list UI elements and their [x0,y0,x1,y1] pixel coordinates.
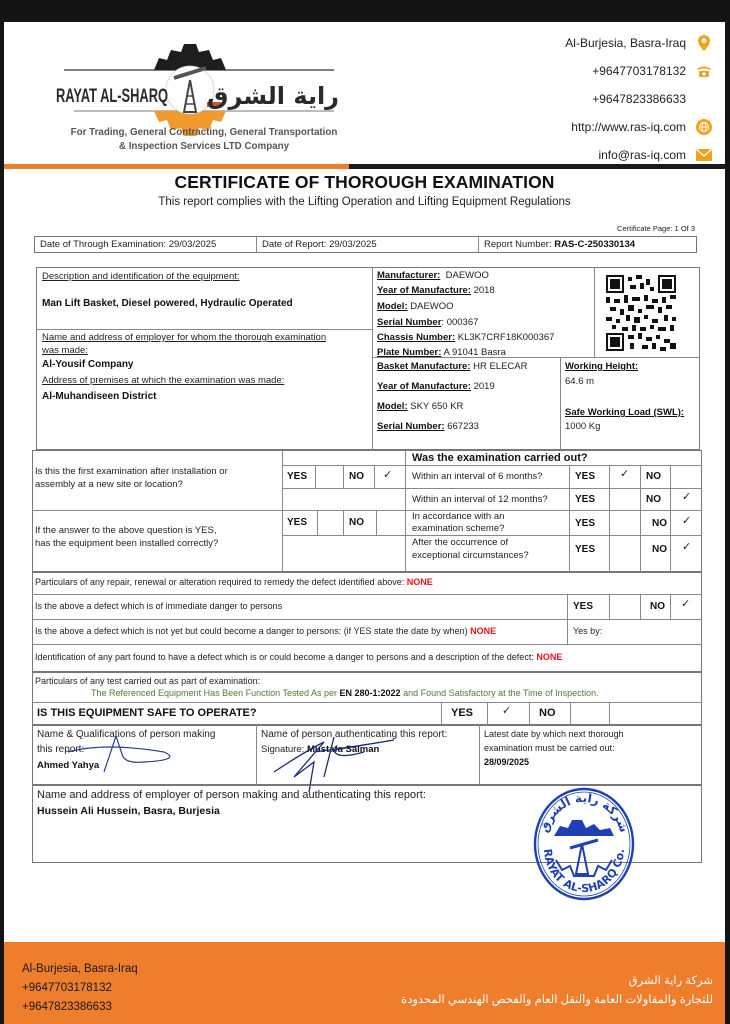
divider [317,510,318,535]
serial-field: Serial Number: 000367 [377,317,479,328]
next-exam-label-1: Latest date by which next thorough [484,729,624,739]
divider [640,465,641,572]
footer-contacts [22,960,138,1017]
future-danger-value: NONE [470,626,497,636]
q1-line-2: assembly at a new site or location? [35,479,183,490]
model-field [377,300,454,313]
interval-6-label: Within an interval of 6 months? [412,471,543,482]
header-divider-dark [349,164,725,169]
maker-label-1: Name & Qualifications of person making [37,729,216,740]
maker-label-2: this report: [37,744,85,755]
divider [594,267,595,357]
tagline-line-2: & Inspection Services LTD Company [118,141,290,152]
globe-icon [695,119,713,135]
q2-line-1: If the answer to the above question is YES, [35,525,217,536]
company-stamp [532,786,636,902]
date-exam-value: 29/03/2025 [168,239,217,250]
working-height-value: 64.6 m [565,376,595,387]
window-top-bar [0,0,730,22]
divider [487,702,488,725]
basket-model-label: Model: [377,401,408,412]
q1-line-1: Is this the first examination after installation or [35,466,228,477]
signature-label: Signature: [261,744,305,755]
contact-address [383,29,713,57]
footer-company-desc-ar: للتجارة والمقاولات العامة والنقل العام والفحص الهندسي المحدودة [401,994,713,1006]
divider [282,488,405,489]
safe-no-label: NO [539,707,556,719]
year-field [377,284,495,297]
serial-label: Serial Number [377,317,442,328]
divider [282,535,405,536]
report-number-field [484,238,635,251]
divider [282,450,283,572]
next-exam-label-2: examination must be carried out: [484,743,615,753]
divider [560,357,561,450]
test-result [91,687,599,700]
divider [609,465,610,572]
safe-yes-label: YES [451,707,474,719]
basket-year-label: Year of Manufacture: [377,381,471,392]
basket-manufacture-label: Basket Manufacture: [377,361,471,372]
divider [405,465,702,466]
q1-yes-label: YES [287,471,308,482]
stamp-text-en: RAYAT AL-SHARQ Co. [540,848,628,896]
footer [4,942,725,1024]
interval-6-yes-checkbox[interactable]: ✓ [620,468,630,480]
divider [405,488,702,489]
basket-serial-field [377,420,479,433]
date-report-value: 29/03/2025 [329,239,377,250]
year-value: 2018 [473,285,495,296]
interval-12-no-checkbox[interactable]: ✓ [682,491,692,503]
exceptional-line-2: exceptional circumstances? [412,550,529,561]
next-exam-date: 28/09/2025 [484,757,530,767]
logo-text-en: RAYAT AL-SHARQ [56,86,168,107]
divider [479,725,480,785]
identification-value: NONE [536,652,563,662]
contact-website-text[interactable]: http://www.ras-iq.com [571,120,686,134]
contact-phone-2[interactable] [383,85,713,113]
carried-out-title: Was the examination carried out? [412,452,588,464]
basket-manufacture-field [377,360,527,373]
footer-phone-2[interactable]: +9647823386633 [22,1001,112,1013]
contact-phone-2-text[interactable]: +9647823386633 [592,92,686,106]
test-standard: EN 280-1:2022 [339,688,401,698]
company-tagline [44,126,364,154]
certificate-page [4,22,725,1024]
repair-label: Particulars of any repair, renewal or alteration required to remedy the defect identified above: [35,577,405,587]
premises-label: Address of premises at which the examination was made: [42,375,285,386]
employer-label-1: Name and address of employer for whom the thorough examination [42,332,327,343]
chassis-label: Chassis Number: [377,332,456,343]
contact-address-text: Al-Burjesia, Basra-Iraq [565,36,686,50]
description-label: Description and identification of the equipment: [42,271,240,282]
scheme-yes: YES [575,518,596,529]
manufacturer-value: DAEWOO [445,270,489,281]
divider [343,510,344,535]
divider [32,619,702,620]
manufacturer-label: Manufacturer: [377,270,441,281]
divider [567,594,568,644]
footer-company-arabic [401,972,713,1010]
divider [32,644,702,645]
location-pin-icon [695,35,713,51]
report-number-value: RAS-C-250330134 [554,239,636,250]
q1-no-checkbox[interactable]: ✓ [383,469,393,481]
window-right-edge [725,0,730,1024]
exceptional-no-checkbox[interactable]: ✓ [682,541,692,553]
divider [36,329,372,330]
premises-value: Al-Muhandiseen District [42,391,157,402]
swl-label: Safe Working Load (SWL): [565,407,685,418]
exceptional-no: NO [652,544,667,555]
interval-12-yes: YES [575,494,596,505]
identification-field [35,651,562,664]
telephone-icon [695,63,713,79]
blank-icon-slot [695,91,713,107]
scheme-no: NO [652,518,667,529]
safe-yes-checkbox[interactable]: ✓ [502,705,512,717]
repair-value: NONE [406,577,433,587]
document-title: CERTIFICATE OF THOROUGH EXAMINATION [174,172,555,192]
interval-12-no: NO [646,494,661,505]
contact-phone-1[interactable] [383,57,713,85]
document-subtitle: This report complies with the Lifting Operation and Lifting Equipment Regulations [158,196,571,208]
q1-no-label: NO [349,471,364,482]
q2-line-2: has the equipment been installed correctly? [35,538,219,549]
test-result-post: and Found Satisfactory at the Time of Inspection. [403,688,599,698]
date-report-label: Date of Report: [262,239,327,250]
basket-serial-value: 667233 [447,421,479,432]
divider [441,702,442,725]
basket-model-value: SKY 650 KR [410,401,464,412]
divider [372,267,373,450]
interval-12-label: Within an interval of 12 months? [412,494,548,505]
divider [405,450,406,572]
yes-by-label: Yes by: [573,626,603,636]
divider [32,702,702,703]
basket-manufacture-value: HR ELECAR [473,361,528,372]
qr-code [606,275,676,351]
divider [670,594,671,619]
report-employer-label: Name and address of employer of person making and authenticating this report: [37,789,426,801]
date-report-field [262,238,377,251]
divider [343,465,344,488]
employer-value: Al-Yousif Company [42,359,134,370]
safe-to-operate-label: IS THIS EQUIPMENT SAFE TO OPERATE? [37,707,257,719]
divider [609,594,610,619]
scheme-no-checkbox[interactable]: ✓ [682,515,692,527]
description-value: Man Lift Basket, Diesel powered, Hydraulic Operated [42,298,293,309]
auth-label: Name of person authenticating this report: [261,729,448,740]
company-logo [34,30,364,140]
interval-6-yes: YES [575,471,596,482]
immediate-danger-label: Is the above a defect which is of immediate danger to persons [35,601,283,611]
divider [374,465,375,488]
immediate-no-checkbox[interactable]: ✓ [681,598,691,610]
plate-field [377,346,506,359]
repair-field [35,576,433,589]
divider [256,236,257,253]
report-number-label: Report Number: [484,239,552,250]
divider [640,594,641,619]
manufacturer-field [377,269,489,282]
footer-company-name-ar: شركة راية الشرق [628,975,713,987]
divider [256,725,257,785]
chassis-value: KL3K7CRF18K000367 [457,332,555,343]
contact-email-text[interactable]: info@ras-iq.com [598,148,686,162]
maker-name: Ahmed Yahya [37,760,100,771]
test-label: Particulars of any test carried out as part of examination: [35,676,261,686]
envelope-icon [695,147,713,163]
report-employer-value: Hussein Ali Hussein, Basra, Burjesia [37,805,220,817]
basket-model-field [377,400,463,413]
identification-label: Identification of any part found to have a defect which is or could become a danger to persons and a description of the defect: [35,652,534,662]
model-value: DAEWOO [410,301,454,312]
date-exam-field [40,238,216,251]
basket-year-field [377,380,495,393]
swl-value: 1000 Kg [565,421,601,432]
contact-phone-1-text[interactable]: +9647703178132 [592,64,686,78]
divider [570,702,571,725]
q2-no-label: NO [349,517,364,528]
immediate-yes: YES [573,601,594,612]
future-danger-label: Is the above a defect which is not yet but could become a danger to persons: (if YES state the date by when) [35,626,468,636]
plate-value: A 91041 Basra [443,347,506,358]
certificate-page-number: Certificate Page: 1 Of 3 [617,224,695,233]
divider [376,510,377,535]
date-exam-label: Date of Through Examination: [40,239,167,250]
scheme-line-2: examination scheme? [412,523,505,534]
stamp-text-ar: شركة راية الشرق [536,790,632,835]
chassis-field [377,331,554,344]
year-label: Year of Manufacture: [377,285,471,296]
serial-value: 000367 [446,317,479,328]
basket-serial-label: Serial Number: [377,421,445,432]
divider [32,510,405,511]
immediate-no: NO [650,601,665,612]
employer-label-2: was made: [42,345,88,356]
divider [670,465,671,572]
footer-address: Al-Burjesia, Basra-Iraq [22,963,138,975]
basket-year-value: 2019 [473,381,495,392]
auth-name: Mustafa Salman [306,744,380,755]
divider [529,702,530,725]
interval-6-no: NO [646,471,661,482]
q2-yes-label: YES [287,517,308,528]
divider [609,702,610,725]
working-height-label: Working Height: [565,361,639,372]
exceptional-line-1: After the occurrence of [412,537,509,548]
header-contacts [383,29,713,169]
divider [32,594,702,595]
header-divider-orange [4,164,349,169]
maker-signature [64,734,184,774]
test-result-pre: The Referenced Equipment Has Been Function Tested As per [91,688,337,698]
tagline-line-1: For Trading, General Contracting, General Transportation [70,127,338,138]
logo-text-ar: راية الشرق [206,82,339,110]
model-label: Model: [377,301,408,312]
plate-label: Plate Number: [377,347,442,358]
exceptional-yes: YES [575,544,596,555]
scheme-line-1: In accordance with an [412,511,505,522]
divider [569,465,570,572]
divider [478,236,479,253]
future-danger-field [35,625,496,638]
footer-phone-1[interactable]: +9647703178132 [22,982,112,994]
contact-website[interactable] [383,113,713,141]
divider [315,465,316,488]
